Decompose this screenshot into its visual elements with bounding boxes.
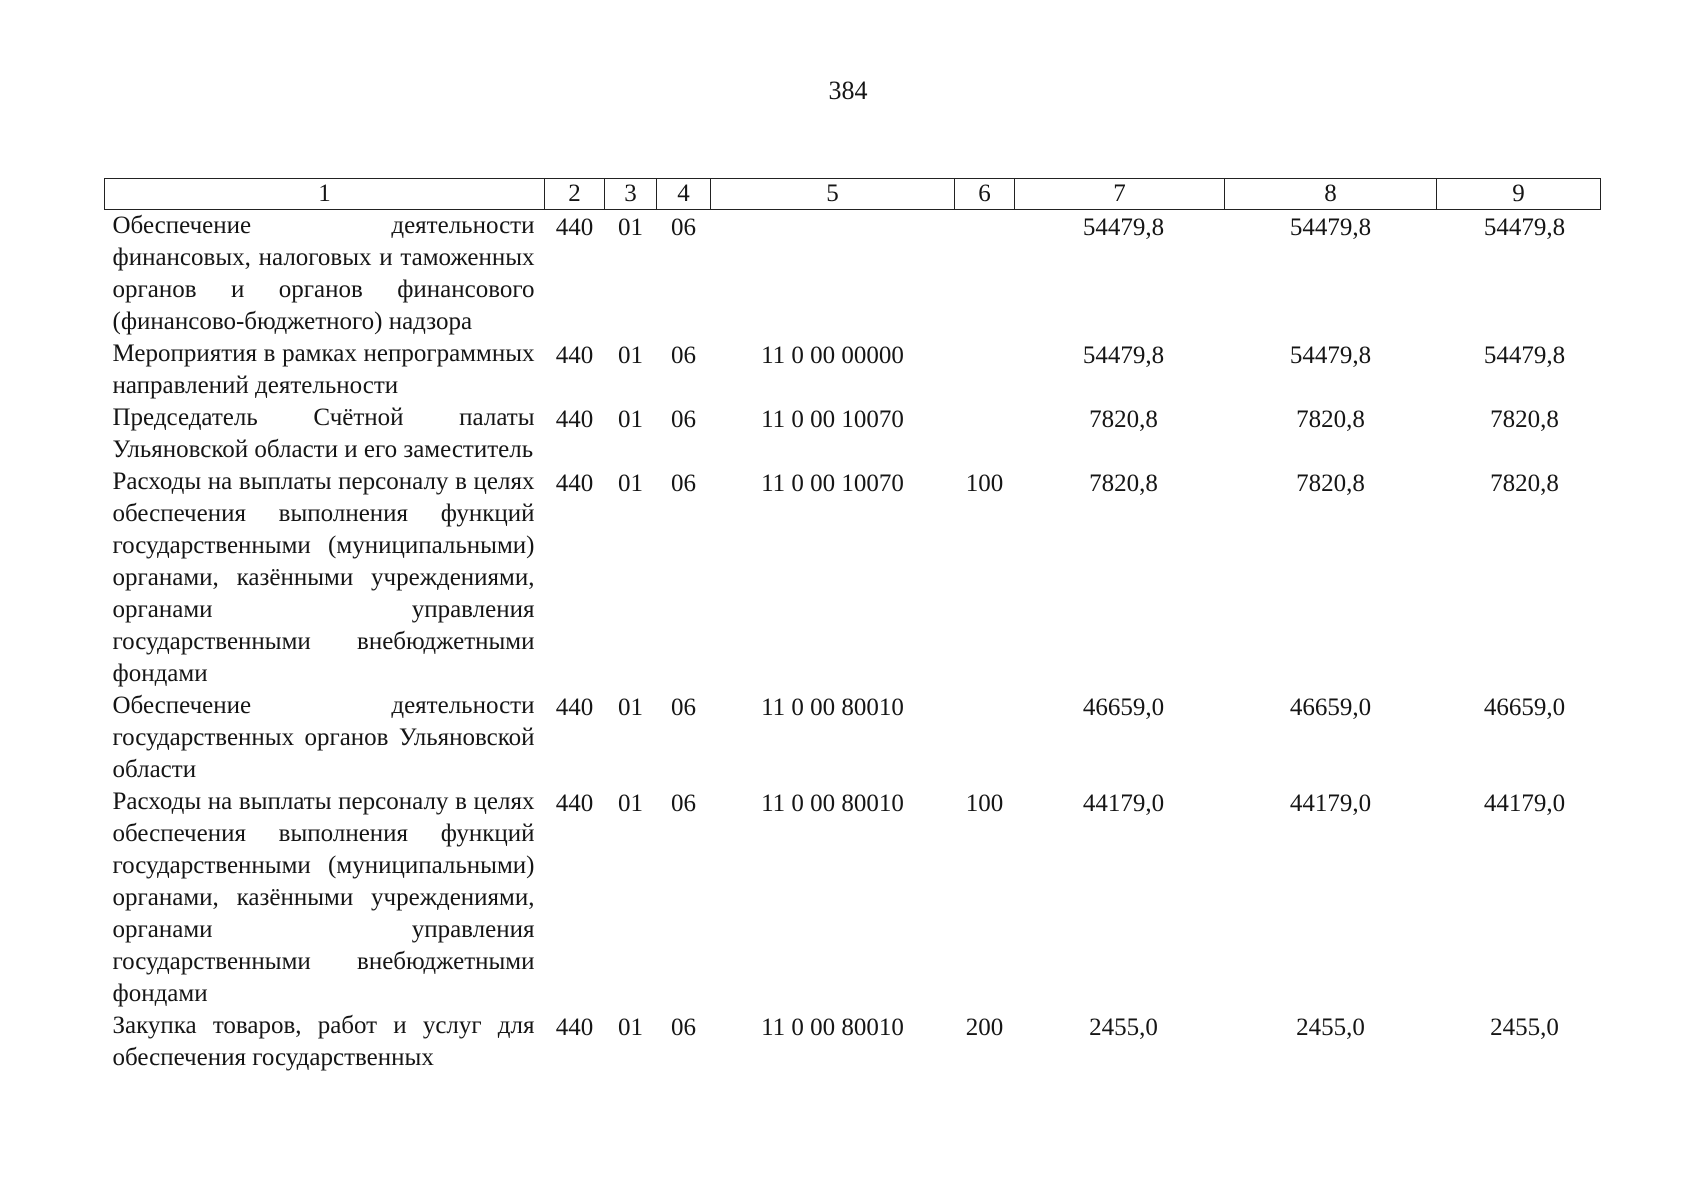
row-description: Расходы на выплаты персоналу в целях обеспечения выполнения функций государственными (муниципальными) органами, казёнными учреждениями, органами управления государственными внебюджетными фондами xyxy=(112,788,535,1007)
cell-amount-7: 46659,0 xyxy=(1082,694,1165,721)
row-description: Председатель Счётной палаты Ульяновской области и его заместитель xyxy=(112,404,535,463)
cell-section: 01 xyxy=(618,214,643,241)
cell-admin-code: 440 xyxy=(555,1014,594,1041)
header-col-6: 6 xyxy=(955,179,1015,210)
cell-section: 01 xyxy=(618,790,643,817)
cell-amount-7: 54479,8 xyxy=(1082,342,1165,369)
cell-amount-7: 7820,8 xyxy=(1089,406,1158,433)
cell-amount-8: 7820,8 xyxy=(1296,406,1365,433)
cell-section: 01 xyxy=(618,406,643,433)
header-col-2: 2 xyxy=(545,179,605,210)
row-description: Закупка товаров, работ и услуг для обеспечения государственных xyxy=(112,1012,535,1071)
cell-subsection: 06 xyxy=(671,214,696,241)
cell-amount-8: 54479,8 xyxy=(1289,342,1372,369)
cell-amount-9: 7820,8 xyxy=(1490,470,1559,497)
cell-admin-code: 440 xyxy=(555,694,594,721)
cell-target-article: 11 0 00 80010 xyxy=(761,694,904,721)
cell-expense-type: 100 xyxy=(965,470,1004,497)
cell-target-article xyxy=(711,210,955,339)
cell-amount-7: 54479,8 xyxy=(1082,214,1165,241)
header-col-8: 8 xyxy=(1225,179,1437,210)
cell-amount-9: 46659,0 xyxy=(1483,694,1566,721)
cell-expense-type xyxy=(955,402,1015,466)
budget-table xyxy=(104,178,1601,1074)
cell-amount-7: 2455,0 xyxy=(1089,1014,1158,1041)
row-description: Мероприятия в рамках непрограммных направлений деятельности xyxy=(112,340,535,399)
header-col-9: 9 xyxy=(1437,179,1601,210)
cell-admin-code: 440 xyxy=(555,214,594,241)
row-description: Обеспечение деятельности государственных органов Ульяновской области xyxy=(112,692,535,783)
cell-amount-8: 7820,8 xyxy=(1296,470,1365,497)
cell-amount-8: 46659,0 xyxy=(1289,694,1372,721)
cell-target-article: 11 0 00 00000 xyxy=(761,342,904,369)
cell-amount-9: 44179,0 xyxy=(1483,790,1566,817)
cell-amount-9: 2455,0 xyxy=(1490,1014,1559,1041)
cell-amount-9: 7820,8 xyxy=(1490,406,1559,433)
cell-subsection: 06 xyxy=(671,790,696,817)
cell-amount-7: 7820,8 xyxy=(1089,470,1158,497)
cell-subsection: 06 xyxy=(671,406,696,433)
cell-target-article: 11 0 00 10070 xyxy=(761,406,904,433)
cell-amount-9: 54479,8 xyxy=(1483,214,1566,241)
table-row xyxy=(105,210,1601,339)
cell-subsection: 06 xyxy=(671,470,696,497)
table-row xyxy=(105,466,1601,690)
cell-expense-type xyxy=(955,690,1015,786)
table-header xyxy=(105,179,1601,210)
table-row xyxy=(105,690,1601,786)
cell-admin-code: 440 xyxy=(555,342,594,369)
header-row xyxy=(105,179,1601,210)
header-col-1: 1 xyxy=(105,179,545,210)
cell-subsection: 06 xyxy=(671,1014,696,1041)
cell-subsection: 06 xyxy=(671,694,696,721)
cell-expense-type: 200 xyxy=(965,1014,1004,1041)
cell-amount-8: 54479,8 xyxy=(1289,214,1372,241)
cell-admin-code: 440 xyxy=(555,406,594,433)
cell-section: 01 xyxy=(618,1014,643,1041)
cell-admin-code: 440 xyxy=(555,790,594,817)
cell-amount-8: 44179,0 xyxy=(1289,790,1372,817)
cell-target-article: 11 0 00 80010 xyxy=(761,790,904,817)
cell-target-article: 11 0 00 80010 xyxy=(761,1014,904,1041)
cell-expense-type xyxy=(955,210,1015,339)
table-row xyxy=(105,338,1601,402)
header-col-4: 4 xyxy=(657,179,711,210)
cell-section: 01 xyxy=(618,470,643,497)
cell-admin-code: 440 xyxy=(555,470,594,497)
cell-section: 01 xyxy=(618,342,643,369)
table-row xyxy=(105,786,1601,1010)
cell-amount-9: 54479,8 xyxy=(1483,342,1566,369)
cell-subsection: 06 xyxy=(671,342,696,369)
cell-expense-type: 100 xyxy=(965,790,1004,817)
table-body xyxy=(105,210,1601,1075)
table-row xyxy=(105,402,1601,466)
header-col-5: 5 xyxy=(711,179,955,210)
row-description: Обеспечение деятельности финансовых, налоговых и таможенных органов и органов финансового (финансово-бюджетного) надзора xyxy=(112,212,535,335)
cell-expense-type xyxy=(955,338,1015,402)
cell-amount-8: 2455,0 xyxy=(1296,1014,1365,1041)
page-number: 384 xyxy=(828,76,868,105)
cell-target-article: 11 0 00 10070 xyxy=(761,470,904,497)
row-description: Расходы на выплаты персоналу в целях обеспечения выполнения функций государственными (муниципальными) органами, казёнными учреждениями, органами управления государственными внебюджетными фондами xyxy=(112,468,535,687)
header-col-3: 3 xyxy=(605,179,657,210)
header-col-7: 7 xyxy=(1015,179,1225,210)
cell-section: 01 xyxy=(618,694,643,721)
cell-amount-7: 44179,0 xyxy=(1082,790,1165,817)
table-row xyxy=(105,1010,1601,1074)
